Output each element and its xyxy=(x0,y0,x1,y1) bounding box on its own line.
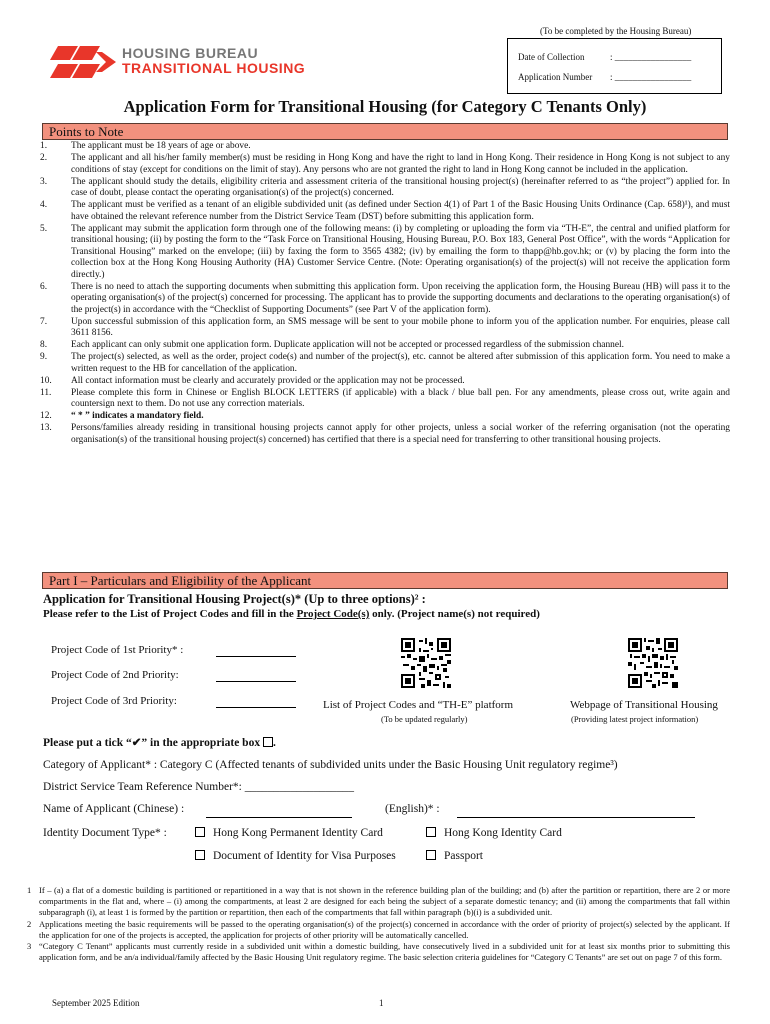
note-item: 9. The project(s) selected, as well as the order, project code(s) and number of the project(s), etc. cannot be altered after submission of this application form. You need to make a written request to the HB for cancellation of the application. xyxy=(40,352,730,374)
application-number-field: : _________________ xyxy=(610,72,692,82)
id-option-passport[interactable]: Passport xyxy=(426,850,483,862)
priority-2-label: Project Code of 2nd Priority: xyxy=(51,669,179,681)
note-item: 1. The applicant must be 18 years of age or above. xyxy=(40,141,251,151)
edition-label: September 2025 Edition xyxy=(52,998,140,1008)
office-use-note: (To be completed by the Housing Bureau) xyxy=(540,26,692,36)
note-item: 7. Upon successful submission of this application form, an SMS message will be sent to your mobile phone to inform you of the application number. For enquiries, please call 3611 8156. xyxy=(40,316,730,338)
date-of-collection-label: Date of Collection xyxy=(518,52,585,62)
id-option-hkpic[interactable]: Hong Kong Permanent Identity Card xyxy=(195,827,383,839)
qr2-note: (Providing latest project information) xyxy=(571,714,699,724)
note-item: 11. Please complete this form in Chinese or English BLOCK LETTERS (if applicable) with a black / blue ball pen. For any amendments, please cross out, write again and countersign next to them. Do not use any correction materials. xyxy=(40,387,730,409)
application-instruction: Please refer to the List of Project Codes and fill in the Project Code(s) only. (Project name(s) not required) xyxy=(43,608,540,620)
dst-reference-number[interactable]: District Service Team Reference Number*: ___________________ xyxy=(43,781,354,793)
page-title: Application Form for Transitional Housing (for Category C Tenants Only) xyxy=(123,97,647,116)
office-use-box xyxy=(507,38,722,94)
checkbox[interactable] xyxy=(426,850,436,860)
points-to-note-header: Points to Note xyxy=(42,123,728,140)
application-number-label: Application Number xyxy=(518,72,593,82)
qr2-caption: Webpage of Transitional Housing xyxy=(570,699,718,711)
name-chinese-label: Name of Applicant (Chinese) : xyxy=(43,803,185,815)
footnotes xyxy=(27,885,730,963)
checkbox-icon xyxy=(263,737,273,747)
footnote: 1 If – (a) a flat of a domestic building is partitioned or repartitioned in a way that is not shown in the reference building plan of the building; and (b) after the partition or repartition, there are 2 or more compartments in the flat and, where – (i) among the compartments, at least 2 are designed for each being the subject of a separate domestic tenancy; and (ii) among the compartments that fall within subparagraph (i), at least 1 is formed by the partition or repartition, then each of the compartments that fall within paragraph (b)(i) is a subdivided unit. xyxy=(27,885,730,918)
part1-header: Part I – Particulars and Eligibility of the Applicant xyxy=(42,572,728,589)
id-option-hkic[interactable]: Hong Kong Identity Card xyxy=(426,827,562,839)
id-doc-type-label: Identity Document Type* : xyxy=(43,827,167,839)
note-item: 2. The applicant and all his/her family member(s) must be residing in Hong Kong and have the right to land in Hong Kong. Their residence in Hong Kong is not subject to any conditions of stay (except for conditions on the limit of stay). Any persons who are not granted the right to land in Hong Kong cannot be included in the application. xyxy=(40,153,730,175)
qr-code-icon[interactable] xyxy=(628,638,678,688)
checkbox[interactable] xyxy=(426,827,436,837)
points-to-note-list xyxy=(40,141,730,447)
note-item: 6. There is no need to attach the supporting documents when submitting this application form. Upon receiving the application form, the Housing Bureau (HB) will pass it to the operating organisation(s) of the project(s) concerned for processing. The applicant has to provide the supporting documents and declarations to the operating organisation(s) of the project(s) in accordance with the “Checklist of Supporting Documents” (see Part V of the application form). xyxy=(40,281,730,315)
tick-instruction: Please put a tick “✔” in the appropriate box . xyxy=(43,737,276,749)
application-heading: Application for Transitional Housing Project(s)* (Up to three options)² : xyxy=(43,592,426,606)
note-item: 8. Each applicant can only submit one application form. Duplicate application will not be accepted or processed regardless of the submission channel. xyxy=(40,340,624,350)
note-item: 5. The applicant may submit the application form through one of the following means: (i) by completing or uploading the form via “TH-E”, the central and unified platform for transitional housing; (ii) by posting the form to the “Task Force on Transitional Housing, Housing Bureau, P.O. Box 183, General Post Office”, with the words “Application for Transitional Housing” marked on the envelope; (iii) by faxing the form to 3565 4382; (iv) by emailing the form to thapp@hb.gov.hk; or (v) by placing the form into the collection box at the Hong Kong Housing Authority (HA) Customer Service Centre. (Note: Operating organisation(s) of the project(s) will not receive the application form directly.) xyxy=(40,223,730,280)
footnote: 3 “Category C Tenant” applicants must currently reside in a subdivided unit within a domestic building, have consecutively lived in a subdivided unit for at least six months prior to submitting this application form, and be an/a individual/family affected by the Basic Housing Unit regulatory regime. The basic selection criteria guidelines for “Category C Tenants” are set out on page 7 of this form. xyxy=(27,941,730,963)
note-item: 13. Persons/families already residing in transitional housing projects cannot apply for other projects, unless a social worker of the referring organisation (not the operating organisation(s) of the transitional housing project(s) concerned) has certified that there is a special need for transferring to other transitional housing projects. xyxy=(40,423,730,445)
qr1-note: (To be updated regularly) xyxy=(381,714,468,724)
note-item: 10. All contact information must be clearly and accurately provided or the application may not be processed. xyxy=(40,375,465,386)
checkbox[interactable] xyxy=(195,827,205,837)
logo-text-transitional-housing: TRANSITIONAL HOUSING xyxy=(122,60,306,76)
footnote: 2 Applications meeting the basic requirements will be passed to the operating organisation(s) of the project(s) concerned in accordance with the order of priority of project(s) selected by the applicant. If the application for one of the projects is accepted, the application for projects of other priority will be automatically cancelled. xyxy=(27,918,730,940)
category-of-applicant: Category of Applicant* : Category C (Affected tenants of subdivided units under the Basic Housing Unit regulatory regime³) xyxy=(43,759,618,771)
name-chinese-input[interactable] xyxy=(206,817,352,818)
name-english-label: (English)* : xyxy=(385,803,440,815)
logo-text-housing-bureau: HOUSING BUREAU xyxy=(122,45,259,61)
priority-3-input[interactable] xyxy=(216,707,296,708)
qr1-caption: List of Project Codes and “TH-E” platform xyxy=(323,699,514,711)
priority-1-label: Project Code of 1st Priority* : xyxy=(51,644,184,656)
priority-3-label: Project Code of 3rd Priority: xyxy=(51,695,177,707)
note-item: 3. The applicant should study the details, eligibility criteria and assessment criteria of the transitional housing project(s) (hereinafter referred to as “the project”) applied for. In case of doubt, please contact the operating organisation(s) of the project(s) concerned. xyxy=(40,176,730,198)
note-item: 12. “ * ” indicates a mandatory field. xyxy=(40,411,204,421)
priority-2-input[interactable] xyxy=(216,681,296,682)
page-number: 1 xyxy=(379,998,384,1008)
priority-1-input[interactable] xyxy=(216,656,296,657)
note-item: 4. The applicant must be verified as a tenant of an eligible subdivided unit (as defined under Section 4(1) of Part 1 of the Basic Housing Units Ordinance (Cap. 658)¹), and must have obtained the relevant reference number from the District Service Team (DST) before submitting this application form. xyxy=(40,200,730,222)
qr-code-icon[interactable] xyxy=(401,638,451,688)
name-english-input[interactable] xyxy=(457,817,695,818)
date-of-collection-field: : _________________ xyxy=(610,52,692,62)
checkbox[interactable] xyxy=(195,850,205,860)
id-option-docvisa[interactable]: Document of Identity for Visa Purposes xyxy=(195,850,396,862)
